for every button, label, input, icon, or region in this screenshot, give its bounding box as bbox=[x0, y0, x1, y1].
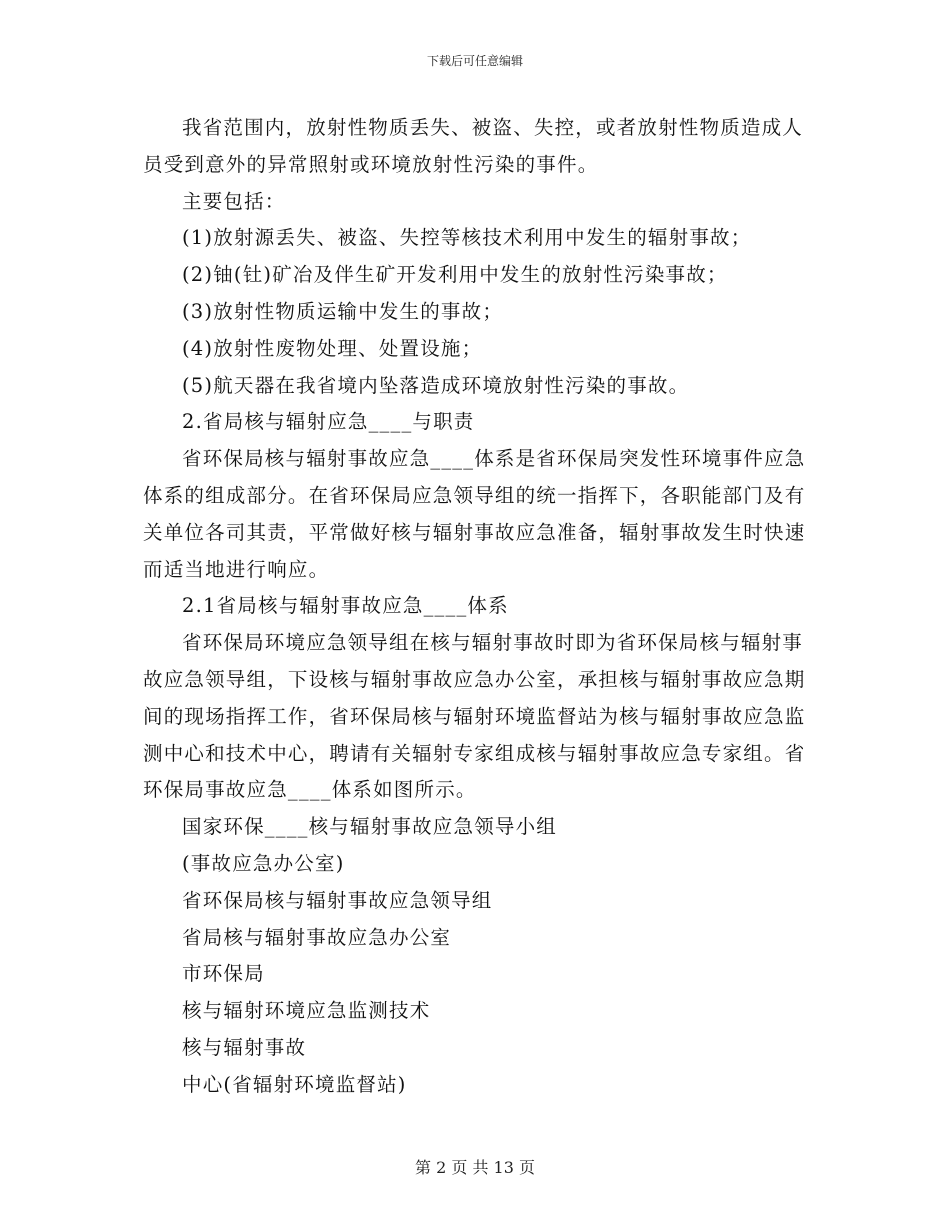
org-chart-line: 核与辐射环境应急监测技术 bbox=[182, 999, 431, 1023]
section-heading: 2.1省局核与辐射事故应急____体系 bbox=[182, 594, 509, 618]
list-item: (1)放射源丢失、被盗、失控等核技术利用中发生的辐射事故； bbox=[182, 226, 752, 250]
section-heading: 2.省局核与辐射应急____与职责 bbox=[182, 410, 475, 434]
org-chart-line: 核与辐射事故 bbox=[182, 1035, 307, 1059]
org-chart-line: (事故应急办公室) bbox=[182, 851, 345, 875]
page-header: 下载后可任意编辑 bbox=[426, 54, 523, 68]
org-chart-line: 市环保局 bbox=[182, 962, 265, 986]
paragraph: 省环保局核与辐射事故应急____体系是省环保局突发性环境事件应急体系的组成部分。在省环保局应急领导组的统一指挥下，各职能部门及有关单位各司其责，平常做好核与辐射事故应急准备，辐射事故发生时快速而适当地进行响应。 bbox=[143, 447, 806, 581]
list-item: (5)航天器在我省境内坠落造成环境放射性污染的事故。 bbox=[182, 373, 690, 397]
list-item: (2)铀(钍)矿冶及伴生矿开发利用中发生的放射性污染事故； bbox=[182, 263, 728, 287]
org-chart-line: 中心(省辐射环境监督站) bbox=[182, 1072, 407, 1096]
document-body bbox=[143, 110, 807, 1104]
org-chart-line: 国家环保____核与辐射事故应急领导小组 bbox=[182, 815, 558, 839]
org-chart-line: 省环保局核与辐射事故应急领导组 bbox=[182, 888, 493, 912]
list-item: (4)放射性废物处理、处置设施； bbox=[182, 336, 483, 360]
list-item: (3)放射性物质运输中发生的事故； bbox=[182, 299, 504, 323]
paragraph: 我省范围内，放射性物质丢失、被盗、失控，或者放射性物质造成人员受到意外的异常照射或环境放射性污染的事件。 bbox=[143, 116, 804, 176]
paragraph: 主要包括： bbox=[182, 189, 286, 213]
page-number: 第 2 页 共 13 页 bbox=[415, 1158, 535, 1177]
org-chart-line: 省局核与辐射事故应急办公室 bbox=[182, 925, 452, 949]
paragraph: 省环保局环境应急领导组在核与辐射事故时即为省环保局核与辐射事故应急领导组，下设核与辐射事故应急办公室，承担核与辐射事故应急期间的现场指挥工作，省环保局核与辐射环境监督站为核与辐射事故应急监测中心和技术中心，聘请有关辐射专家组成核与辐射事故应急专家组。省环保局事故应急____体系如图所示。 bbox=[143, 631, 806, 802]
